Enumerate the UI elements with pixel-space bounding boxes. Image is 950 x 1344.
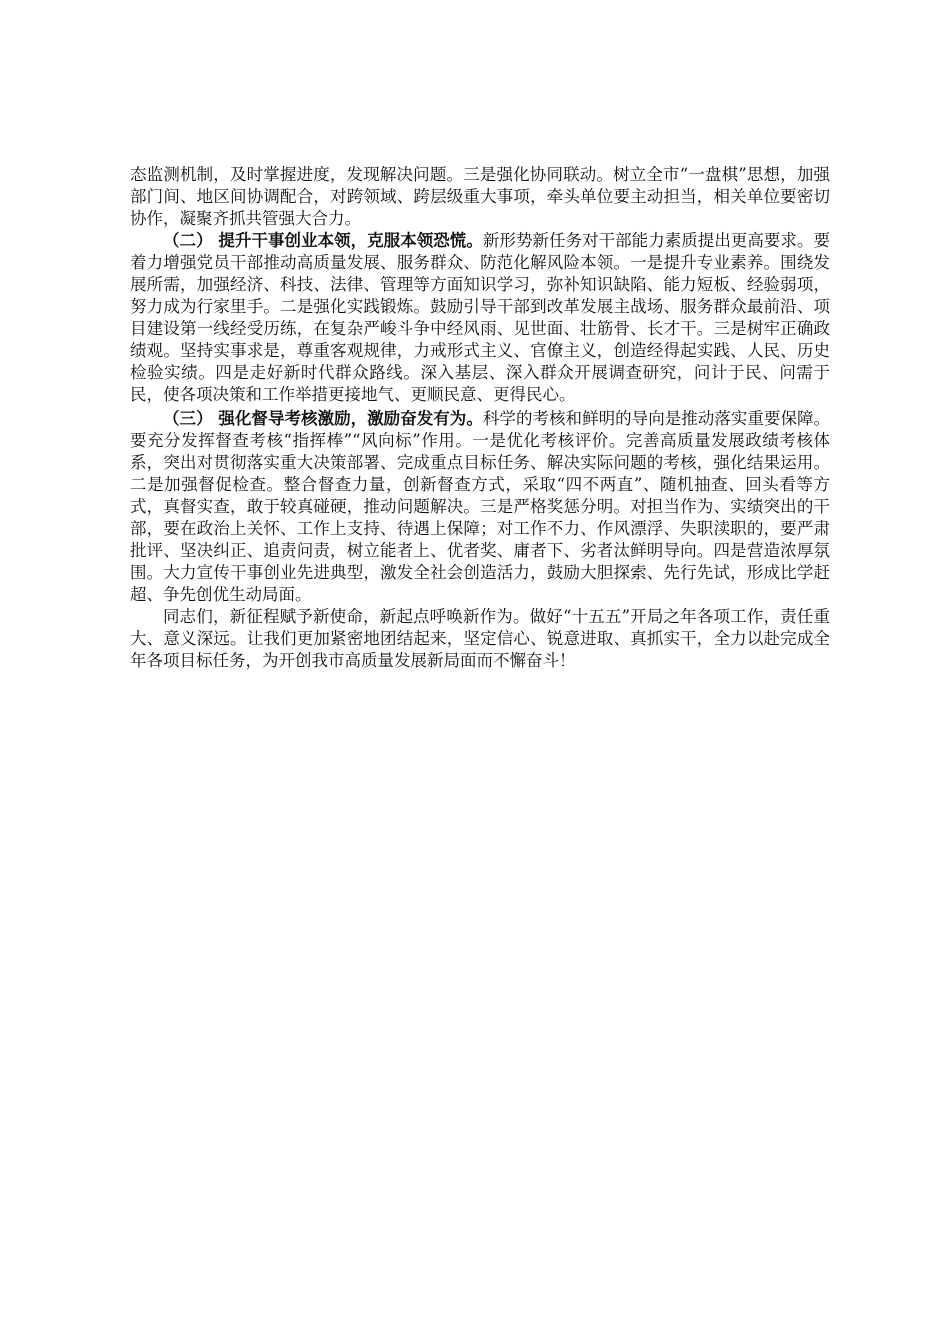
paragraph-section-2 <box>130 230 830 406</box>
paragraph-body: 新形势新任务对干部能力素质提出更高要求。要着力增强党员干部推动高质量发展、服务群众、防范化解风险本领。一是提升专业素养。围绕发展所需，加强经济、科技、法律、管理等方面知识学习，弥补知识缺陷、能力短板、经验弱项，努力成为行家里手。二是强化实践锻炼。鼓励引导干部到改革发展主战场、服务群众最前沿、项目建设第一线经受历练，在复杂严峻斗争中经风雨、见世面、壮筋骨、长才干。三是树牢正确政绩观。坚持实事求是，尊重客观规律，力戒形式主义、官僚主义，创造经得起实践、人民、历史检验实绩。四是走好新时代群众路线。深入基层、深入群众开展调查研究，问计于民、问需于民，使各项决策和工作举措更接地气、更顺民意、更得民心。 <box>130 231 830 404</box>
paragraph-continuation <box>130 164 830 230</box>
section-heading: （三） 强化督导考核激励，激励奋发有为。 <box>163 409 483 428</box>
paragraph-section-3 <box>130 408 830 606</box>
section-heading: （二） 提升干事创业本领，克服本领恐慌。 <box>163 231 483 250</box>
document-page <box>130 164 830 672</box>
paragraph-body: 科学的考核和鲜明的导向是推动落实重要保障。要充分发挥督查考核“指挥棒”“风向标”作用。一是优化考核评价。完善高质量发展政绩考核体系，突出对贯彻落实重大决策部署、完成重点目标任务、解决实际问题的考核，强化结果运用。二是加强督促检查。整合督查力量，创新督查方式，采取“四不两直”、随机抽查、回头看等方式，真督实查，敢于较真碰硬，推动问题解决。三是严格奖惩分明。对担当作为、实绩突出的干部，要在政治上关怀、工作上支持、待遇上保障；对工作不力、作风漂浮、失职渎职的，要严肃批评、坚决纠正、追责问责，树立能者上、优者奖、庸者下、劣者汰鲜明导向。四是营造浓厚氛围。大力宣传干事创业先进典型，激发全社会创造活力，鼓励大胆探索、先行先试，形成比学赶超、争先创优生动局面。 <box>130 409 830 604</box>
paragraph-body: 同志们，新征程赋予新使命，新起点呼唤新作为。做好“十五五”开局之年各项工作，责任重大、意义深远。让我们更加紧密地团结起来，坚定信心、锐意进取、真抓实干，全力以赴完成全年各项目标任务，为开创我市高质量发展新局面而不懈奋斗！ <box>130 607 830 670</box>
paragraph-closing <box>130 606 830 672</box>
paragraph-body: 态监测机制，及时掌握进度，发现解决问题。三是强化协同联动。树立全市“一盘棋”思想，加强部门间、地区间协调配合，对跨领域、跨层级重大事项，牵头单位要主动担当，相关单位要密切协作，凝聚齐抓共管强大合力。 <box>130 165 830 228</box>
